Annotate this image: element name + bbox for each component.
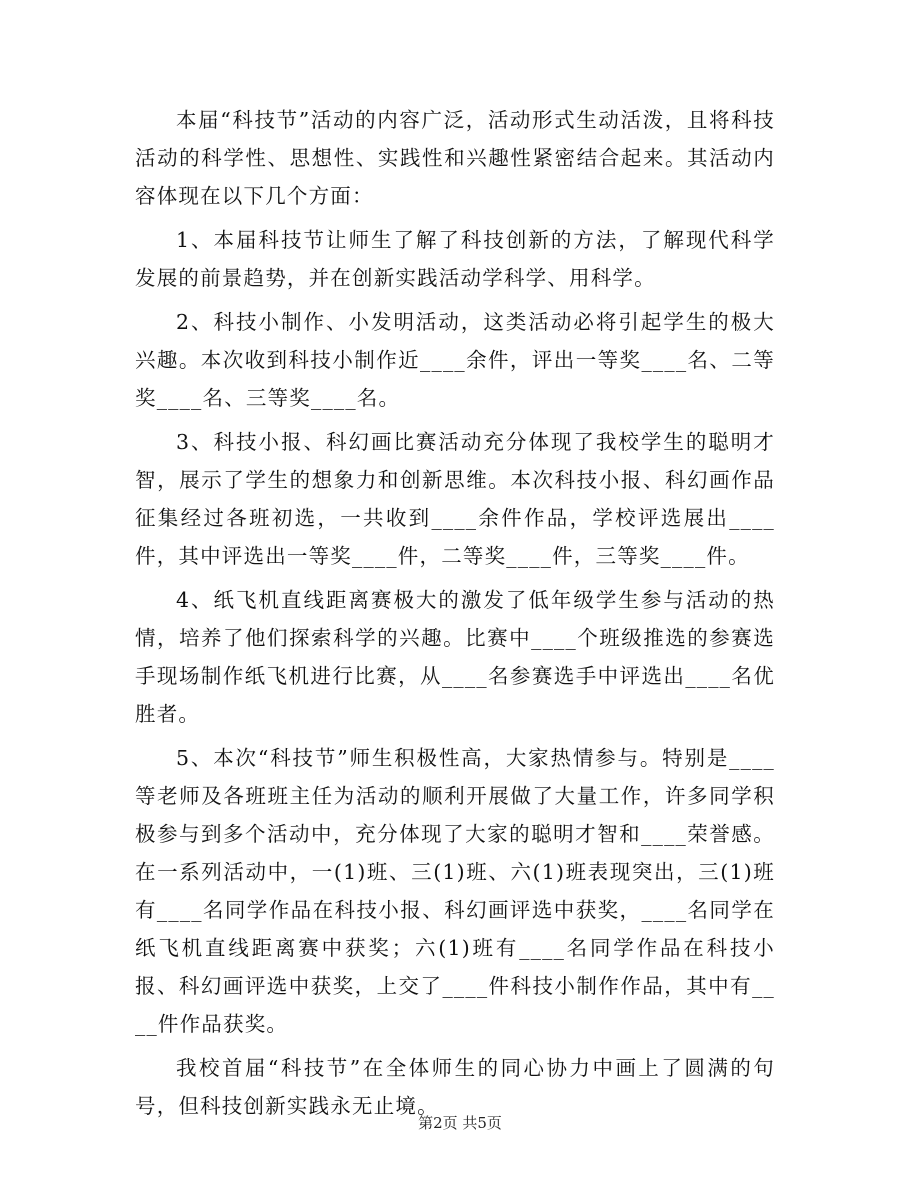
paragraph-item-2: 2、科技小制作、小发明活动，这类活动必将引起学生的极大兴趣。本次收到科技小制作近____余件，评出一等奖____名、二等奖____名、三等奖____名。 (135, 310, 775, 410)
paragraph-item-1: 1、本届科技节让师生了解了科技创新的方法，了解现代科学发展的前景趋势，并在创新实践活动学科学、用科学。 (135, 228, 775, 290)
paragraph-item-3: 3、科技小报、科幻画比赛活动充分体现了我校学生的聪明才智，展示了学生的想象力和创新思维。本次科技小报、科幻画作品征集经过各班初选，一共收到____余件作品，学校评选展出____件，其中评选出一等奖____件，二等奖____件，三等奖____件。 (135, 430, 775, 568)
paragraph-intro: 本届“科技节”活动的内容广泛，活动形式生动活泼，且将科技活动的科学性、思想性、实践性和兴趣性紧密结合起来。其活动内容体现在以下几个方面： (135, 108, 775, 208)
page-number-footer: 第2页 共5页 (418, 1114, 502, 1132)
document-body (135, 101, 775, 1131)
paragraph-item-4: 4、纸飞机直线距离赛极大的激发了低年级学生参与活动的热情，培养了他们探索科学的兴趣。比赛中____个班级推选的参赛选手现场制作纸飞机进行比赛，从____名参赛选手中评选出____名优胜者。 (135, 588, 775, 726)
paragraph-conclusion: 我校首届“科技节”在全体师生的同心协力中画上了圆满的句号，但科技创新实践永无止境。 (135, 1056, 775, 1118)
paragraph-item-5: 5、本次“科技节”师生积极性高，大家热情参与。特别是____等老师及各班班主任为活动的顺利开展做了大量工作，许多同学积极参与到多个活动中，充分体现了大家的聪明才智和____荣誉感。在一系列活动中，一(1)班、三(1)班、六(1)班表现突出，三(1)班有____名同学作品在科技小报、科幻画评选中获奖，____名同学在纸飞机直线距离赛中获奖；六(1)班有____名同学作品在科技小报、科幻画评选中获奖，上交了____件科技小制作作品，其中有____件作品获奖。 (135, 746, 775, 1036)
